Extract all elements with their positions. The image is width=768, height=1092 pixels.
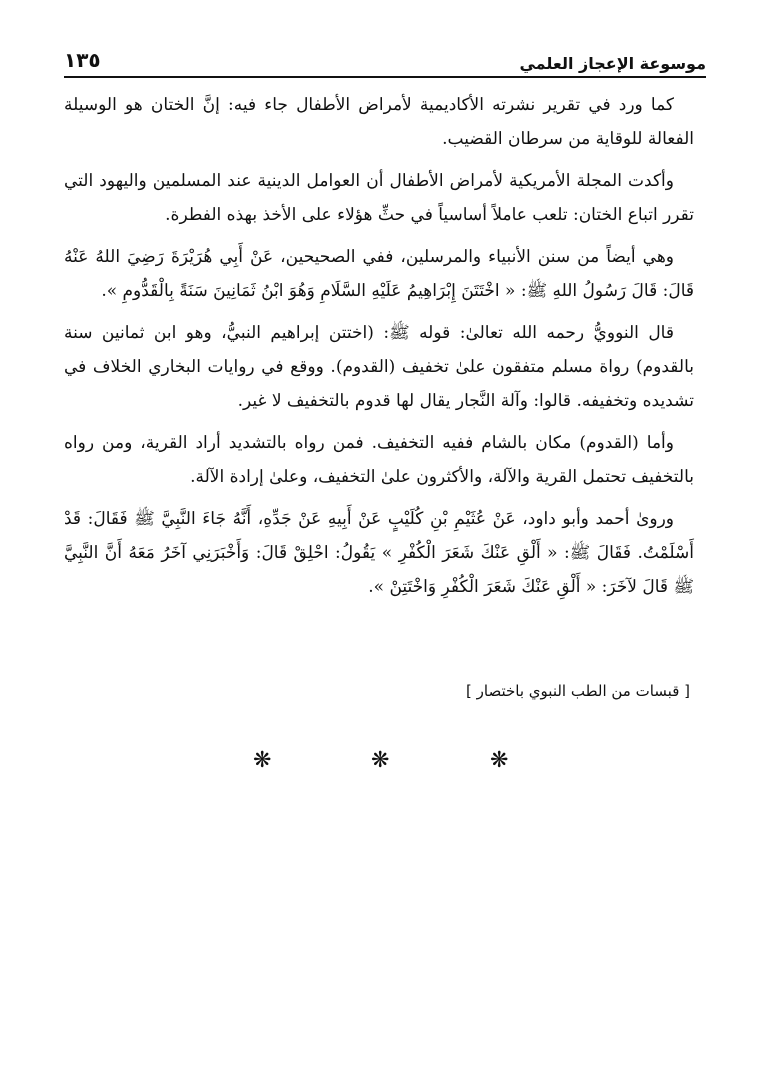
paragraph: وأما (القدوم) مكان بالشام ففيه التخفيف. فمن رواه بالتشديد أراد القرية، ومن رواه بالتخفيف تحتمل القرية والآلة، والأكثرون علىٰ التخفيف، وعلىٰ إرادة الآلة.	[64, 433, 694, 487]
body-text	[64, 88, 694, 612]
source-citation: [ قبسات من الطب النبوي باختصار ]	[466, 682, 690, 700]
paragraph: وهي أيضاً من سنن الأنبياء والمرسلين، ففي الصحيحين، عَنْ أَبِي هُرَيْرَةَ رَضِيَ اللهُ عَنْهُ قَالَ: قَالَ رَسُولُ اللهِ ﷺ: « اخْتَتَنَ إِبْرَاهِيمُ عَلَيْهِ السَّلَامِ وَهُوَ ابْنُ ثَمَانِينَ سَنَةً بِالْقَدُّومِ ».	[64, 247, 694, 301]
page-header	[64, 44, 706, 78]
paragraph: وروىٰ أحمد وأبو داود، عَنْ عُثَيْمِ بْنِ كُلَيْبٍ عَنْ أَبِيهِ عَنْ جَدِّهِ، أَنَّهُ جَاءَ النَّبِيَّ ﷺ فَقَالَ: قَدْ أَسْلَمْتُ. فَقَالَ ﷺ: « أَلْقِ عَنْكَ شَعَرَ الْكُفْرِ » يَقُولُ: احْلِقْ قَالَ: وَأَخْبَرَنِي آخَرُ مَعَهُ أَنَّ النَّبِيَّ ﷺ قَالَ لآخَرَ: « أَلْقِ عَنْكَ شَعَرَ الْكُفْرِ وَاخْتَتِنْ ».	[64, 509, 694, 597]
asterism-icon: ❋	[490, 748, 509, 773]
book-title: موسوعة الإعجاز العلمي	[519, 54, 706, 73]
asterism-icon: ❋	[371, 748, 390, 773]
section-separator	[0, 748, 768, 778]
paragraph: وأكدت المجلة الأمريكية لأمراض الأطفال أن العوامل الدينية عند المسلمين واليهود التي تقرر اتباع الختان: تلعب عاملاً أساسياً في حثِّ هؤلاء على الأخذ بهذه الفطرة.	[64, 171, 694, 225]
paragraph: قال النوويُّ رحمه الله تعالىٰ: قوله ﷺ: (اختتن إبراهيم النبيُّ، وهو ابن ثمانين سنة بالقدوم) رواة مسلم متفقون علىٰ تخفيف (القدوم). ووقع في روايات البخاري الخلاف في تشديده وتخفيفه. قالوا: وآلة النَّجار يقال لها قدوم بالتخفيف لا غير.	[64, 323, 694, 411]
header-rule	[64, 76, 706, 78]
page-number: ١٣٥	[64, 48, 101, 72]
paragraph: كما ورد في تقرير نشرته الأكاديمية لأمراض الأطفال جاء فيه: إنَّ الختان هو الوسيلة الفعالة للوقاية من سرطان القضيب.	[64, 95, 694, 149]
asterism-icon: ❋	[253, 748, 272, 773]
